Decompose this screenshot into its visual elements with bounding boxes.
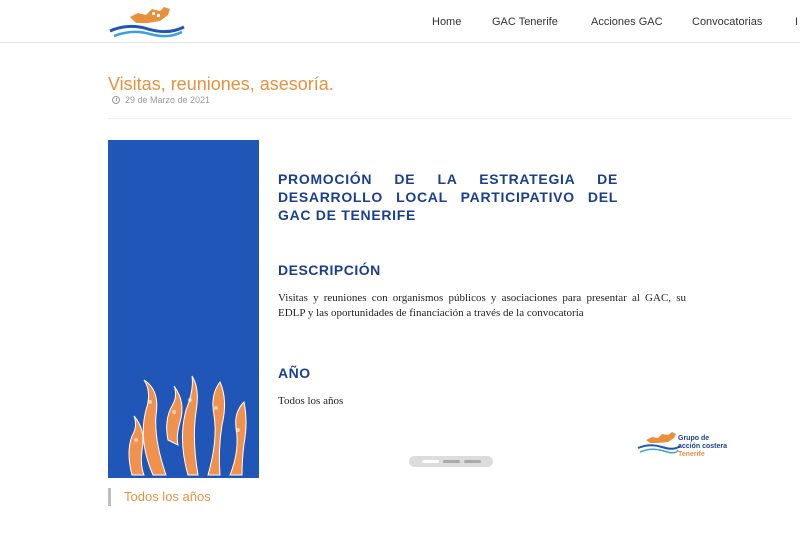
clock-icon bbox=[112, 96, 120, 104]
nav-gac-tenerife[interactable]: GAC Tenerife bbox=[492, 16, 558, 28]
slide-heading: PROMOCIÓN DE LA ESTRATEGIA DE DESARROLLO LOCAL PARTICIPATIVO DEL GAC DE TENERIFE bbox=[278, 171, 618, 223]
main-nav bbox=[0, 0, 800, 42]
post-title: Visitas, reuniones, asesoría. bbox=[108, 74, 334, 94]
post-date bbox=[112, 95, 210, 105]
slider-dot-2[interactable] bbox=[443, 460, 460, 463]
image-slider[interactable] bbox=[108, 140, 796, 478]
slider-pagination bbox=[409, 456, 493, 467]
nav-acciones-gac[interactable]: Acciones GAC bbox=[591, 16, 663, 28]
slider-dot-1[interactable] bbox=[422, 460, 439, 463]
category-link[interactable]: Todos los años bbox=[108, 488, 211, 506]
blue-side-panel bbox=[108, 140, 259, 478]
site-header bbox=[0, 0, 800, 43]
post-date-text: 29 de Marzo de 2021 bbox=[125, 95, 211, 105]
divider bbox=[108, 118, 792, 119]
description-text: Visitas y reuniones con organismos públicos y asociaciones para presentar al GAC, su EDLP y las oportunidades de financiación a través de la convocatoria bbox=[278, 292, 686, 319]
nav-convocatorias[interactable]: Convocatorias bbox=[692, 16, 763, 28]
year-heading: AÑO bbox=[278, 365, 311, 381]
nav-home[interactable]: Home bbox=[432, 16, 462, 28]
description-heading: DESCRIPCIÓN bbox=[278, 262, 381, 278]
seaweed-illustration bbox=[108, 140, 259, 478]
nav-item-truncated[interactable]: I bbox=[795, 16, 799, 28]
footer-logo-text: Grupo de acción costera Tenerife bbox=[678, 435, 728, 458]
year-text: Todos los años bbox=[278, 395, 344, 407]
slider-dot-3[interactable] bbox=[464, 460, 481, 463]
